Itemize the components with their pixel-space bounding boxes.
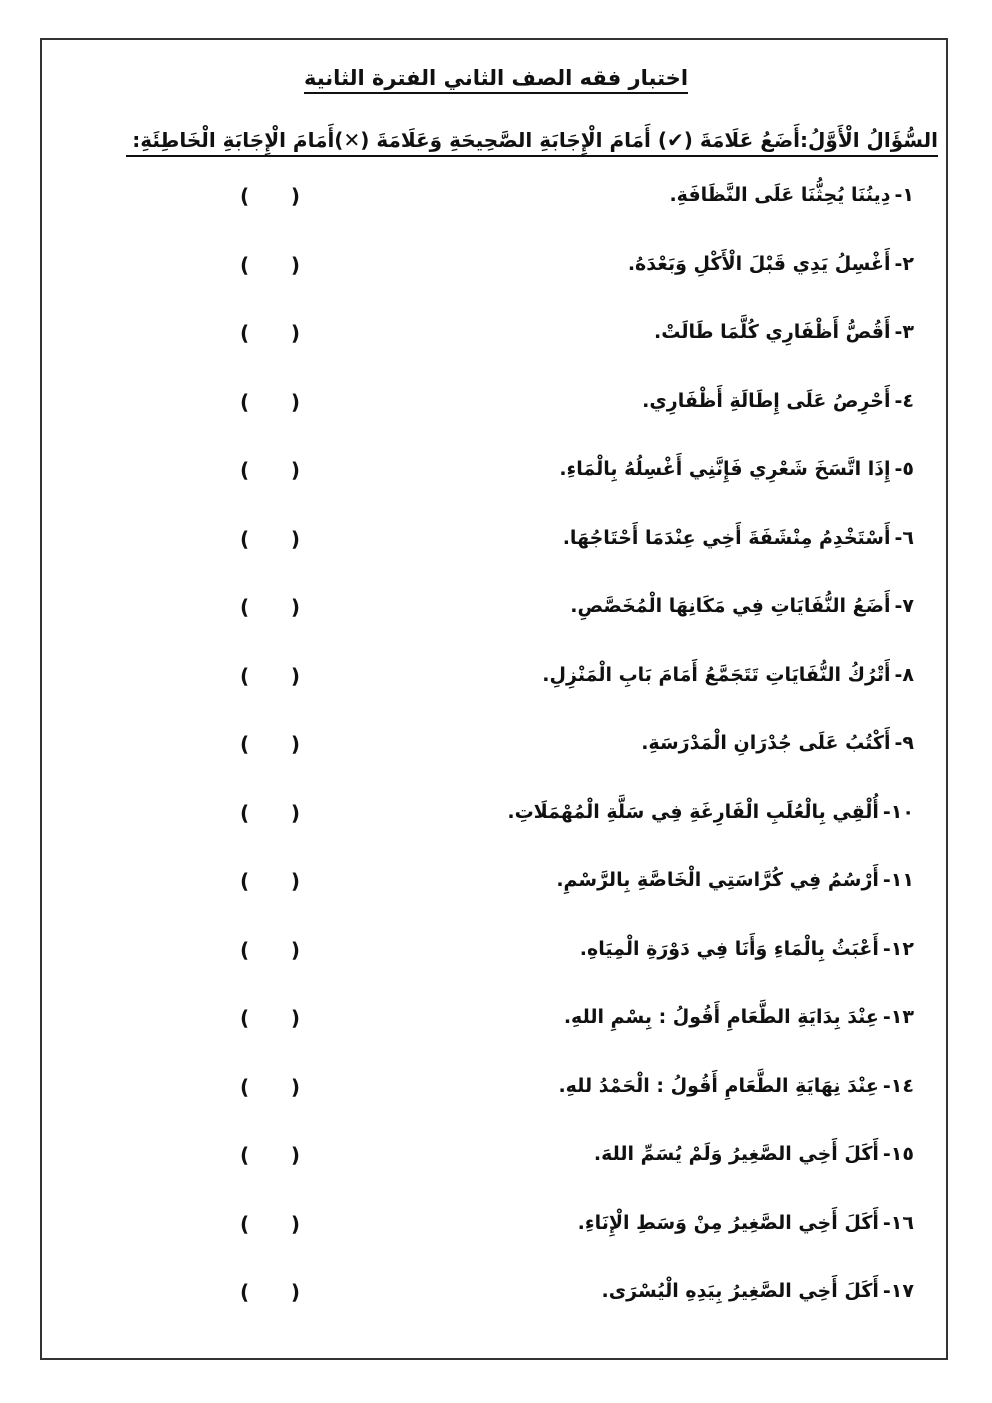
question-text: أَكَلَ أَخِي الصَّغِيرُ بِيَدِهِ الْيُسْرَى. (601, 1280, 879, 1302)
question-list (60, 176, 914, 1341)
answer-close-paren: ) (290, 1211, 300, 1236)
answer-open-paren: ( (240, 321, 250, 345)
question-item (60, 587, 914, 656)
question-text: أَضَعُ النُّفَايَاتِ فِي مَكَانِهَا الْمُخَصَّصِ. (570, 595, 891, 617)
question-number: ٤- (894, 389, 914, 412)
question-item (60, 1135, 914, 1204)
question-number: ٦- (894, 526, 914, 549)
answer-close-paren: ) (290, 389, 300, 414)
answer-close-paren: ) (290, 869, 300, 893)
answer-box[interactable] (240, 938, 300, 962)
answer-open-paren: ( (240, 595, 250, 619)
answer-close-paren: ) (290, 732, 300, 756)
answer-close-paren: ) (290, 1280, 300, 1304)
answer-open-paren: ( (240, 663, 250, 688)
question-item (60, 656, 914, 725)
answer-box[interactable] (240, 1006, 300, 1030)
answer-open-paren: ( (240, 732, 250, 756)
answer-box[interactable] (240, 1280, 300, 1304)
question-number: ٥- (894, 458, 914, 480)
question-text: دِينُنَا يُحِثُّنَا عَلَى النَّظَافَةِ. (669, 184, 891, 206)
question-item (60, 1067, 914, 1136)
question-item (60, 313, 914, 382)
question-text: عِنْدَ بِدَايَةِ الطَّعَامِ أَقُولُ : بِسْمِ اللهِ. (563, 1006, 879, 1028)
answer-box[interactable] (240, 458, 300, 482)
answer-open-paren: ( (240, 252, 250, 277)
answer-open-paren: ( (240, 1074, 250, 1099)
question-number: ١٧- (882, 1280, 914, 1302)
answer-close-paren: ) (290, 1143, 300, 1167)
exam-title-text: اختبار فقه الصف الثاني الفترة الثانية (304, 66, 688, 94)
answer-open-paren: ( (240, 1006, 250, 1030)
question-text: أَغْسِلُ يَدِي قَبْلَ الْأَكْلِ وَبَعْدَهُ. (627, 252, 891, 275)
answer-open-paren: ( (240, 1280, 250, 1304)
question-text: أَرْسُمُ فِي كُرَّاسَتِي الْخَاصَّةِ بِالرَّسْمِ. (556, 869, 879, 891)
question-number: ٣- (894, 321, 914, 343)
question-number: ١٤- (882, 1074, 914, 1097)
answer-open-paren: ( (240, 869, 250, 893)
answer-box[interactable] (240, 732, 300, 756)
question-item (60, 176, 914, 245)
question-item (60, 382, 914, 451)
question-text: أَكْتُبُ عَلَى جُدْرَانِ الْمَدْرَسَةِ. (641, 732, 891, 754)
question-item (60, 519, 914, 588)
question-text: عِنْدَ نِهَايَةِ الطَّعَامِ أَقُولُ : الْحَمْدُ للهِ. (558, 1074, 879, 1097)
answer-close-paren: ) (290, 800, 300, 825)
question-text: أَحْرِصُ عَلَى إِطَالَةِ أَظْفَارِي. (642, 389, 891, 412)
question-text: أَعْبَثُ بِالْمَاءِ وَأَنَا فِي دَوْرَةِ الْمِيَاهِ. (579, 937, 879, 960)
question-number: ١٢- (882, 937, 914, 960)
question-text: أَتْرُكُ النُّفَايَاتِ تَتَجَمَّعُ أَمَامَ بَابِ الْمَنْزِلِ. (542, 663, 891, 686)
answer-close-paren: ) (290, 321, 300, 345)
answer-box[interactable] (240, 321, 300, 345)
answer-close-paren: ) (290, 595, 300, 619)
answer-box[interactable] (240, 595, 300, 619)
answer-box[interactable] (240, 390, 300, 414)
answer-open-paren: ( (240, 800, 250, 825)
question-number: ٨- (894, 663, 914, 686)
question-text: أَقُصُّ أَظْفَارِي كُلَّمَا طَالَتْ. (654, 321, 891, 343)
question-number: ١٣- (882, 1006, 914, 1028)
answer-box[interactable] (240, 869, 300, 893)
question-text: إِذَا اتَّسَخَ شَعْرِي فَإِنَّنِي أَغْسِلُهُ بِالْمَاءِ. (559, 458, 891, 480)
question-item (60, 998, 914, 1067)
answer-close-paren: ) (290, 937, 300, 962)
question-number: ٩- (894, 732, 914, 754)
answer-open-paren: ( (240, 458, 250, 482)
answer-box[interactable] (240, 1075, 300, 1099)
exam-title (0, 66, 992, 90)
answer-box[interactable] (240, 184, 300, 208)
answer-box[interactable] (240, 1212, 300, 1236)
answer-open-paren: ( (240, 1143, 250, 1167)
question-text: أَكَلَ أَخِي الصَّغِيرُ مِنْ وَسَطِ الْإِنَاءِ. (577, 1211, 879, 1234)
answer-close-paren: ) (290, 1006, 300, 1030)
answer-open-paren: ( (240, 526, 250, 551)
answer-close-paren: ) (290, 252, 300, 277)
answer-open-paren: ( (240, 389, 250, 414)
question-item (60, 861, 914, 930)
question-item (60, 930, 914, 999)
question-text: أُلْقِي بِالْعُلَبِ الْفَارِغَةِ فِي سَلَّةِ الْمُهْمَلَاتِ. (507, 800, 879, 823)
answer-close-paren: ) (290, 184, 300, 208)
question-instruction: السُّؤَالُ الْأَوَّلُ:أَضَعُ عَلَامَةَ (✔) أَمَامَ الْإِجَابَةِ الصَّحِيحَةِ وَعَلَامَةَ (✕)أَمَامَ الْإِجَابَةِ الْخَاطِئَةِ: (126, 128, 938, 157)
question-item (60, 793, 914, 862)
answer-box[interactable] (240, 253, 300, 277)
question-item (60, 450, 914, 519)
answer-box[interactable] (240, 664, 300, 688)
question-text: أَسْتَخْدِمُ مِنْشَفَةَ أَخِي عِنْدَمَا أَحْتَاجُهَا. (562, 526, 891, 549)
question-item (60, 245, 914, 314)
answer-close-paren: ) (290, 663, 300, 688)
question-number: ١١- (882, 869, 914, 891)
question-item (60, 1204, 914, 1273)
question-number: ٧- (894, 595, 914, 617)
answer-close-paren: ) (290, 1074, 300, 1099)
question-text: أَكَلَ أَخِي الصَّغِيرُ وَلَمْ يُسَمِّ اللهَ. (593, 1143, 879, 1165)
answer-open-paren: ( (240, 184, 250, 208)
answer-box[interactable] (240, 801, 300, 825)
answer-open-paren: ( (240, 1211, 250, 1236)
answer-open-paren: ( (240, 937, 250, 962)
question-number: ١- (894, 184, 914, 206)
answer-close-paren: ) (290, 458, 300, 482)
answer-box[interactable] (240, 1143, 300, 1167)
question-item (60, 1272, 914, 1341)
question-number: ١٥- (882, 1143, 914, 1165)
answer-close-paren: ) (290, 526, 300, 551)
question-number: ٢- (894, 252, 914, 275)
question-number: ١٦- (882, 1211, 914, 1234)
question-number: ١٠- (882, 800, 914, 823)
question-item (60, 724, 914, 793)
answer-box[interactable] (240, 527, 300, 551)
